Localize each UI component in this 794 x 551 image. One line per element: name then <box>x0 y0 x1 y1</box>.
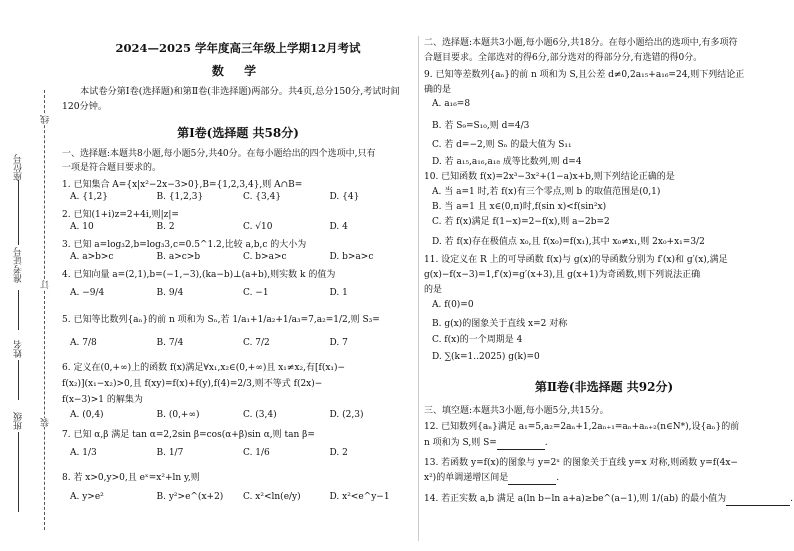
q2-option-b[interactable]: B. 2 <box>156 222 175 232</box>
q14-text: 14. 若正实数 a,b 满足 a(ln b−ln a+a)≥be^(a−1),则 1/(ab) 的最小值为 <box>424 494 727 504</box>
q12-answer-blank[interactable] <box>497 439 545 450</box>
q7-option-c[interactable]: C. 1/6 <box>243 448 270 458</box>
q10-option-b[interactable]: B. 当 a=1 且 x∈(0,π)时,f(sin x)<f(sin²x) <box>432 202 607 212</box>
question-9-cont: 确的是 <box>424 85 452 95</box>
cut-mark-line: 线 <box>41 115 51 124</box>
q8-option-a[interactable]: A. y>e² <box>70 492 104 502</box>
q6-option-a[interactable]: A. (0,4) <box>70 410 104 420</box>
q12-text: n 项和为 S,则 S= <box>424 438 497 448</box>
binding-gutter <box>0 0 56 551</box>
question-12-cont: n 项和为 S,则 S= . <box>424 438 548 448</box>
q4-option-b[interactable]: B. 9/4 <box>156 288 184 298</box>
question-6: 6. 定义在(0,+∞)上的函数 f(x)满足∀x₁,x₂∈(0,+∞)且 x₁≠x₂,有[f(x₁)− <box>62 363 346 373</box>
q13-answer-blank[interactable] <box>508 474 556 485</box>
q8-option-b[interactable]: B. y²>e^(x+2) <box>156 492 224 502</box>
q3-option-b[interactable]: B. a>c>b <box>156 252 201 262</box>
part2-instruction-cont: 合题目要求。全部选对的得6分,部分选对的得部分分,有选错的得0分。 <box>424 53 703 63</box>
q8-option-c[interactable]: C. x²<ln(e/y) <box>243 492 301 502</box>
q9-option-d[interactable]: D. 若 a₁₅,a₁₆,a₁₈ 成等比数列,则 d=4 <box>432 157 582 167</box>
q3-option-d[interactable]: D. b>a>c <box>329 252 374 262</box>
question-6-options <box>70 410 416 420</box>
q2-option-c[interactable]: C. √10 <box>243 222 273 232</box>
q7-option-b[interactable]: B. 1/7 <box>156 448 184 458</box>
part2-instruction: 二、选择题:本题共3小题,每小题6分,共18分。在每小题给出的选项中,有多项符 <box>424 38 738 48</box>
question-7: 7. 已知 α,β 满足 tan α=2,2sin β=cos(α+β)sin α,则 tan β= <box>62 430 315 440</box>
q1-option-d[interactable]: D. {4} <box>329 192 360 202</box>
question-1: 1. 已知集合 A={x|x²−2x−3>0},B={1,2,3,4},则 A∩B= <box>62 180 303 190</box>
q5-option-a[interactable]: A. 7/8 <box>70 338 97 348</box>
question-11-cont: g(x)−f(x−3)=1,f′(x)=g′(x+3),且 g(x+1)为奇函数,则下列说法正确 <box>424 270 701 280</box>
question-6-cont-2: f(x−3)>1 的解集为 <box>62 395 143 405</box>
question-12: 12. 已知数列{aₙ}满足 a₁=5,a₂=2aₙ+1,2aₙ₊₁=aₙ+aₙ₊₂(n∈N*),设{aₙ}的前 <box>424 422 740 432</box>
question-4: 4. 已知向量 a=(2,1),b=(−1,−3),(ka−b)⊥(a+b),则实数 k 的值为 <box>62 270 336 280</box>
q11-option-c[interactable]: C. f(x)的一个周期是 4 <box>432 335 523 345</box>
q13-text: x²)的单调递增区间是 <box>424 473 509 483</box>
q8-option-d[interactable]: D. x²<e^y−1 <box>329 492 390 502</box>
q9-option-b[interactable]: B. 若 S₉=S₁₀,则 d=4/3 <box>432 121 530 131</box>
q10-option-c[interactable]: C. 若 f(x)满足 f(1−x)=2−f(x),则 a−2b=2 <box>432 217 610 227</box>
q10-option-a[interactable]: A. 当 a=1 时,若 f(x)有三个零点,则 b 的取值范围是(0,1) <box>432 187 661 197</box>
q4-option-a[interactable]: A. −9/4 <box>70 288 105 298</box>
question-4-options <box>70 288 416 298</box>
part3-instruction: 三、填空题:本题共3小题,每小题5分,共15分。 <box>424 406 609 416</box>
q9-option-c[interactable]: C. 若 d=−2,则 Sₙ 的最大值为 S₁₁ <box>432 140 572 150</box>
q9-option-a[interactable]: A. a₁₆=8 <box>432 99 471 109</box>
exam-intro: 本试卷分第Ⅰ卷(选择题)和第Ⅱ卷(非选择题)两部分。共4页,总分150分,考试时间120分钟。 <box>62 86 400 112</box>
question-8-options <box>70 492 416 502</box>
q11-option-b[interactable]: B. g(x)的图象关于直线 x=2 对称 <box>432 319 568 329</box>
q5-option-d[interactable]: D. 7 <box>329 338 348 348</box>
q7-option-a[interactable]: A. 1/3 <box>70 448 97 458</box>
q6-option-d[interactable]: D. (2,3) <box>329 410 364 420</box>
question-3-options <box>70 252 416 262</box>
section-2-title: 第Ⅱ卷(非选择题 共92分) <box>534 380 674 394</box>
seat-number-label: 座位号 <box>14 154 24 181</box>
exam-id-label: 准考证号 <box>14 247 24 283</box>
question-5-options <box>70 338 416 348</box>
q3-option-a[interactable]: A. a>b>c <box>70 252 114 262</box>
seat-number-field[interactable] <box>18 180 19 250</box>
q6-option-c[interactable]: C. (3,4) <box>243 410 277 420</box>
class-label: 班级 <box>14 412 24 430</box>
cut-line <box>44 90 45 530</box>
question-6-cont: f(x₂)](x₁−x₂)>0,且 f(xy)=f(x)+f(y),f(4)=2/3,则不等式 f(2x)− <box>62 379 323 389</box>
exam-id-field[interactable] <box>18 290 19 330</box>
q4-option-d[interactable]: D. 1 <box>329 288 348 298</box>
question-11-cont-2: 的是 <box>424 285 443 295</box>
q7-option-d[interactable]: D. 2 <box>329 448 348 458</box>
question-8: 8. 若 x>0,y>0,且 eˣ=x²+ln y,则 <box>62 473 200 483</box>
question-3: 3. 已知 a=log₃2,b=log₃3,c=0.5^1.2,比较 a,b,c 的大小为 <box>62 240 307 250</box>
section-1-title: 第Ⅰ卷(选择题 共58分) <box>177 126 299 140</box>
q11-option-d[interactable]: D. ∑(k=1..2025) g(k)=0 <box>432 352 540 362</box>
column-divider <box>418 36 419 541</box>
q5-option-b[interactable]: B. 7/4 <box>156 338 184 348</box>
question-2-options <box>70 222 416 232</box>
q4-option-c[interactable]: C. −1 <box>243 288 269 298</box>
exam-subject: 数 学 <box>211 64 265 78</box>
q2-option-a[interactable]: A. 10 <box>70 222 94 232</box>
q10-option-d[interactable]: D. 若 f(x)存在极值点 x₀,且 f(x₀)=f(x₁),其中 x₀≠x₁,则 2x₀+x₁=3/2 <box>432 237 705 247</box>
question-13-cont: x²)的单调递增区间是 . <box>424 473 560 483</box>
name-label: 姓名 <box>14 340 24 358</box>
q1-option-b[interactable]: B. {1,2,3} <box>156 192 204 202</box>
cut-mark-ding: 订 <box>41 280 51 289</box>
q5-option-c[interactable]: C. 7/2 <box>243 338 270 348</box>
q1-option-a[interactable]: A. {1,2} <box>70 192 108 202</box>
q1-option-c[interactable]: C. {3,4} <box>243 192 282 202</box>
question-1-options <box>70 192 416 202</box>
q3-option-c[interactable]: C. b>a>c <box>243 252 287 262</box>
q2-option-d[interactable]: D. 4 <box>329 222 348 232</box>
q14-answer-blank[interactable] <box>726 495 790 506</box>
q6-option-b[interactable]: B. (0,+∞) <box>156 410 200 420</box>
cut-mark-zhuang: 装 <box>41 418 51 427</box>
part1-instruction: 一、选择题:本题共8小题,每小题5分,共40分。在每小题给出的四个选项中,只有 <box>62 149 376 159</box>
question-10: 10. 已知函数 f(x)=2x³−3x²+(1−a)x+b,则下列结论正确的是 <box>424 172 675 182</box>
question-2: 2. 已知(1+i)z=2+4i,则|z|= <box>62 210 179 220</box>
question-11: 11. 设定义在 R 上的可导函数 f(x)与 g(x)的导函数分别为 f′(x)和 g′(x),满足 <box>424 255 728 265</box>
question-13: 13. 若函数 y=f(x)的图象与 y=2ˣ 的图象关于直线 y=x 对称,则函数 y=f(4x− <box>424 458 738 468</box>
question-9: 9. 已知等差数列{aₙ}的前 n 项和为 S,且公差 d≠0,2a₁₅+a₁₆=24,则下列结论正 <box>424 70 745 80</box>
question-14: 14. 若正实数 a,b 满足 a(ln b−ln a+a)≥be^(a−1),则 1/(ab) 的最小值为 . <box>424 494 793 504</box>
name-field[interactable] <box>18 360 19 400</box>
class-field[interactable] <box>18 432 19 512</box>
question-5: 5. 已知等比数列{aₙ}的前 n 项和为 Sₙ,若 1/a₁+1/a₂+1/a₃=7,a₂=1/2,则 S₃= <box>62 315 380 325</box>
q11-option-a[interactable]: A. f(0)=0 <box>432 300 474 310</box>
question-7-options <box>70 448 416 458</box>
exam-title: 2024—2025 学年度高三年级上学期12月考试 <box>115 41 361 55</box>
part1-instruction-cont: 一项是符合题目要求的。 <box>62 163 162 173</box>
